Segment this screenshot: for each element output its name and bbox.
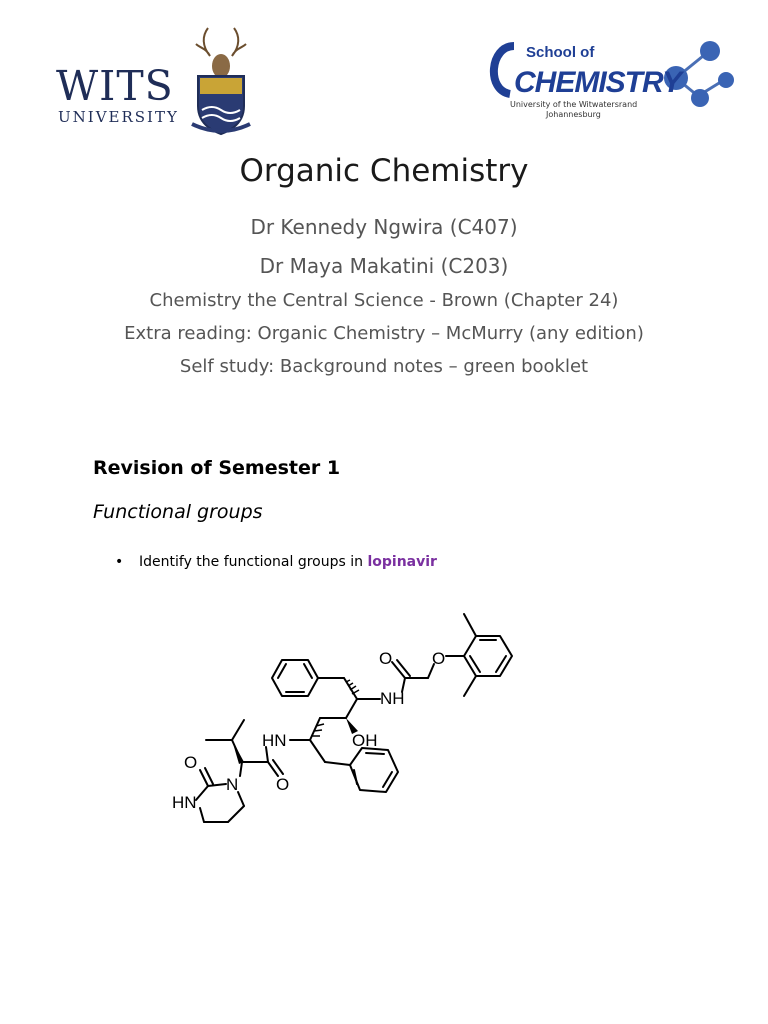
label-o4: O — [184, 753, 198, 772]
chem-logo-chemistry: CHEMISTRY — [514, 66, 682, 99]
reference-extra-reading: Extra reading: Organic Chemistry – McMurry (any edition) — [124, 323, 644, 344]
label-o3: O — [276, 775, 290, 794]
label-n: N — [226, 775, 239, 794]
page-title: Organic Chemistry — [239, 153, 529, 189]
label-nh1: NH — [380, 689, 405, 708]
label-o1: O — [379, 649, 393, 668]
drug-name-lopinavir: lopinavir — [367, 554, 437, 570]
reference-textbook: Chemistry the Central Science - Brown (Chapter 24) — [149, 290, 619, 311]
chem-logo-city: Johannesburg — [546, 110, 601, 119]
wits-university-label: UNIVERSITY — [58, 108, 179, 126]
label-o2: O — [432, 649, 446, 668]
bullet-text: Identify the functional groups in — [139, 554, 368, 570]
wits-university-logo — [54, 26, 254, 138]
label-hn1: HN — [262, 731, 287, 750]
label-oh: OH — [352, 731, 378, 750]
lopinavir-structure-diagram — [160, 600, 530, 840]
bullet-marker: • — [115, 554, 124, 570]
reference-self-study: Self study: Background notes – green booklet — [179, 356, 589, 377]
subsection-heading: Functional groups — [93, 501, 263, 523]
bullet-item — [115, 554, 437, 570]
section-heading: Revision of Semester 1 — [93, 457, 341, 479]
author-2: Dr Maya Makatini (C203) — [259, 254, 509, 278]
chem-logo-school-of: School of — [526, 44, 595, 61]
chem-logo-university: University of the Witwatersrand — [510, 100, 638, 109]
school-of-chemistry-logo — [486, 38, 738, 124]
wits-wordmark: WITS — [56, 62, 174, 110]
author-1: Dr Kennedy Ngwira (C407) — [250, 215, 518, 239]
label-hn2: HN — [172, 793, 197, 812]
wits-crest-icon — [188, 26, 254, 136]
